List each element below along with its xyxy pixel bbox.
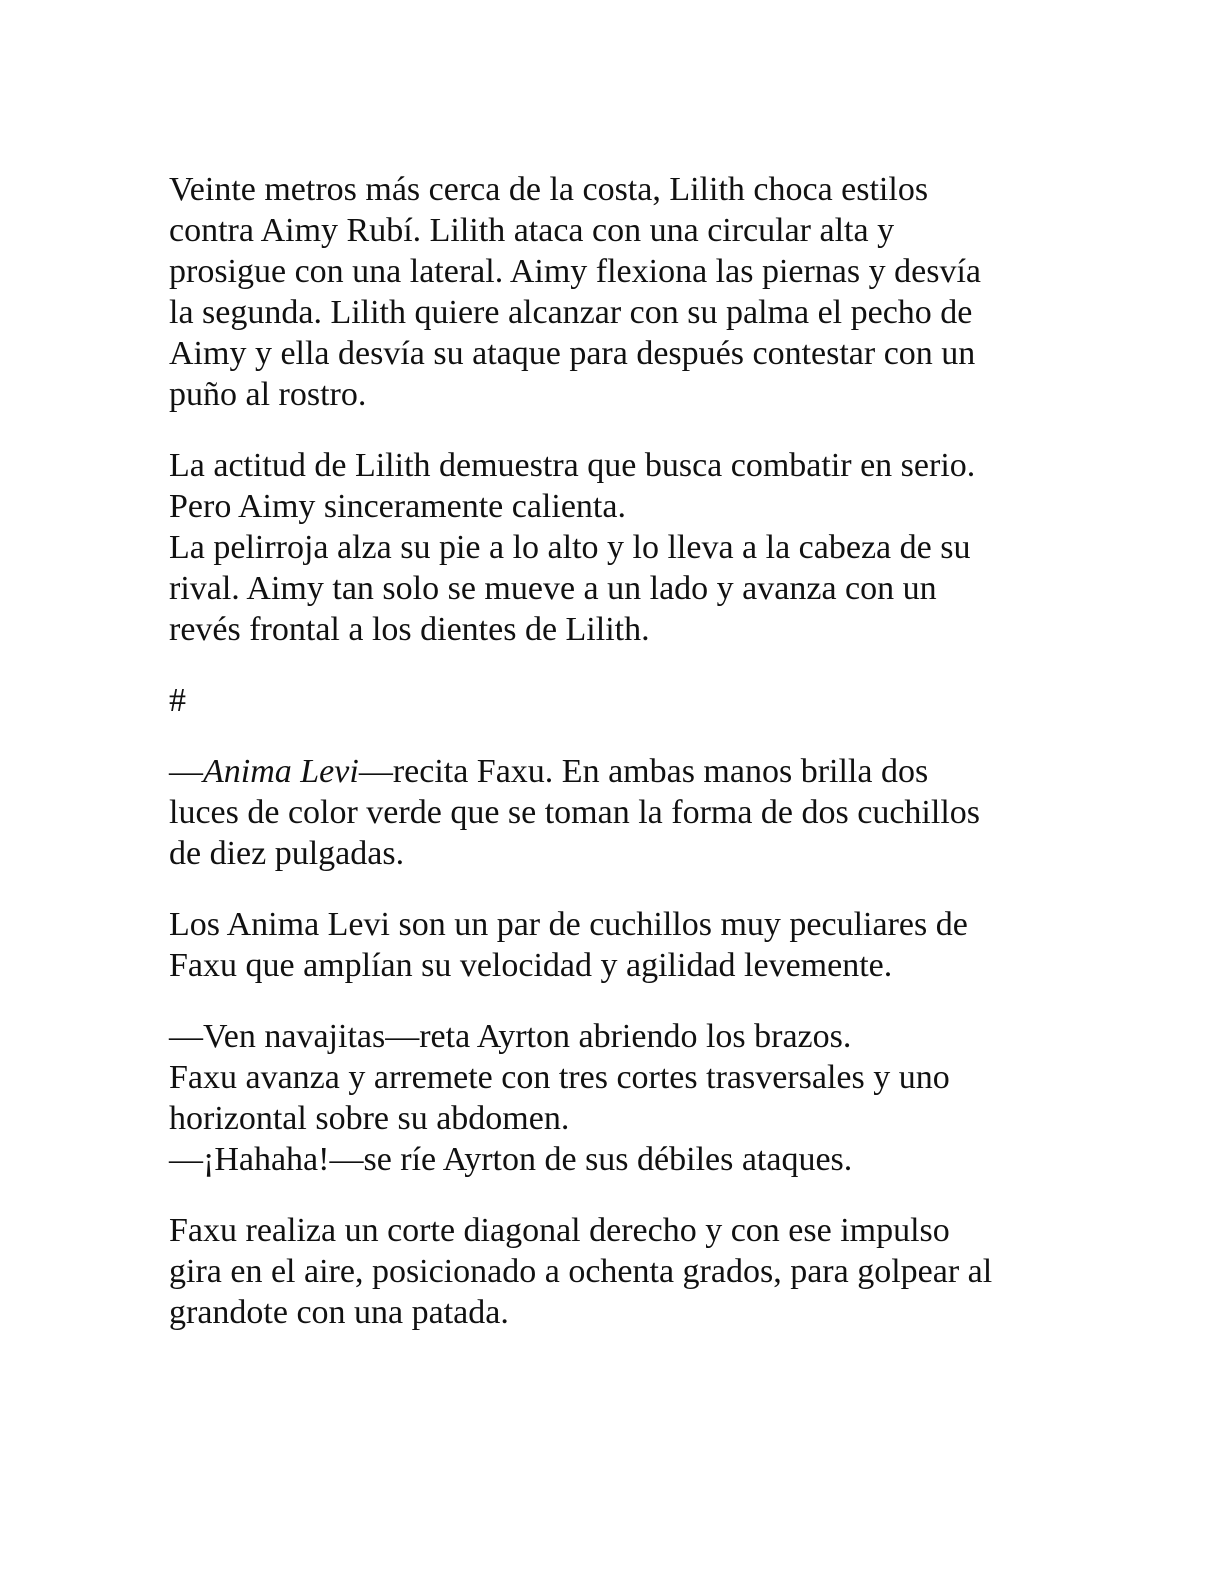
text-line: —Ven navajitas—reta Ayrton abriendo los brazos. xyxy=(169,1018,852,1055)
text-line: Veinte metros más cerca de la costa, Lilith choca estilos xyxy=(169,171,929,208)
text-line: —¡Hahaha!—se ríe Ayrton de sus débiles ataques. xyxy=(169,1141,853,1178)
text-line: Faxu que amplían su velocidad y agilidad levemente. xyxy=(169,947,893,984)
text-line: luces de color verde que se toman la forma de dos cuchillos xyxy=(169,794,981,831)
text-line: Faxu realiza un corte diagonal derecho y con ese impulso xyxy=(169,1212,950,1249)
separator-mark: # xyxy=(169,682,186,719)
paragraph-faxu-kick xyxy=(169,1210,1049,1333)
text-line: de diez pulgadas. xyxy=(169,835,405,872)
paragraph-lilith-attitude xyxy=(169,445,1049,650)
document-body xyxy=(169,169,1049,1363)
text-line: Faxu avanza y arremete con tres cortes trasversales y uno xyxy=(169,1059,950,1096)
paragraph-anima-levi-description xyxy=(169,904,1049,986)
scene-separator xyxy=(169,680,1049,721)
text-line: prosigue con una lateral. Aimy flexiona las piernas y desvía xyxy=(169,253,981,290)
text-line: La actitud de Lilith demuestra que busca combatir en serio. xyxy=(169,447,976,484)
paragraph-anima-levi xyxy=(169,751,1049,874)
text-line: puño al rostro. xyxy=(169,376,367,413)
text-line: La pelirroja alza su pie a lo alto y lo lleva a la cabeza de su xyxy=(169,529,971,566)
text-line: revés frontal a los dientes de Lilith. xyxy=(169,611,650,648)
spell-name: Anima Levi xyxy=(203,753,359,790)
text-line: Aimy y ella desvía su ataque para después contestar con un xyxy=(169,335,976,372)
text-line: Pero Aimy sinceramente calienta. xyxy=(169,488,626,525)
text-line: contra Aimy Rubí. Lilith ataca con una circular alta y xyxy=(169,212,895,249)
text-line: Los Anima Levi son un par de cuchillos muy peculiares de xyxy=(169,906,968,943)
text-line: la segunda. Lilith quiere alcanzar con su palma el pecho de xyxy=(169,294,973,331)
paragraph-ayrton-dialogue xyxy=(169,1016,1049,1180)
paragraph-lilith-vs-aimy xyxy=(169,169,1049,415)
text-line: grandote con una patada. xyxy=(169,1294,509,1331)
dialogue-rest: —recita Faxu. En ambas manos brilla dos xyxy=(358,753,929,790)
dialogue-dash: — xyxy=(169,753,203,790)
text-line xyxy=(169,751,1049,792)
text-line: horizontal sobre su abdomen. xyxy=(169,1100,570,1137)
text-line: rival. Aimy tan solo se mueve a un lado y avanza con un xyxy=(169,570,937,607)
text-line: gira en el aire, posicionado a ochenta grados, para golpear al xyxy=(169,1253,993,1290)
